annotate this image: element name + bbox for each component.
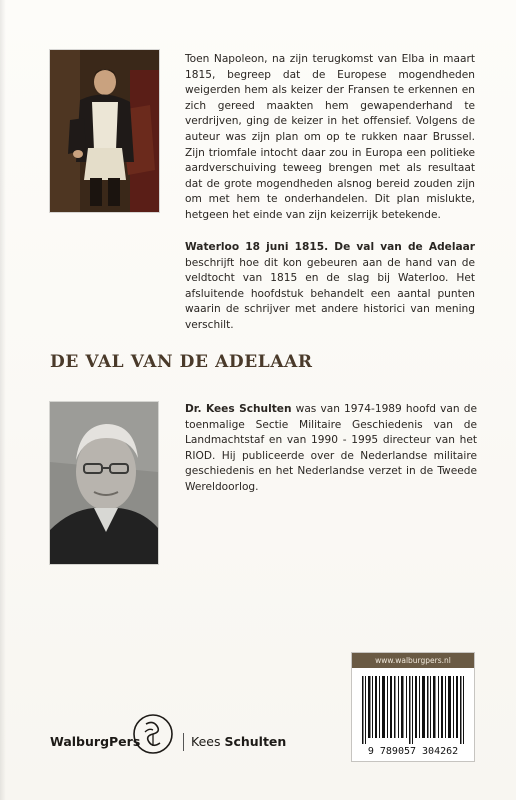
footer-separator	[183, 733, 184, 751]
barcode-bars	[362, 676, 466, 744]
author-name: Dr. Kees Schulten	[185, 403, 292, 415]
isbn-number: 9 789057 304262	[367, 746, 459, 757]
spine-shadow	[0, 0, 6, 800]
footer-author-first: Kees	[191, 734, 221, 749]
book-title: DE VAL VAN DE ADELAAR	[50, 352, 313, 372]
author-photo	[50, 402, 158, 564]
blurb-paragraph-1: Toen Napoleon, na zijn terugkomst van Elba in maart 1815, begreep dat de Europese mogendheden weigerden hem als keizer der Fransen te erkennen en zich gereed maakten hem gewapenderhand te verdrijven, ging de keizer in het offensief. Volgens de auteur was zijn plan om op te rukken naar Brussel. Zijn triomfale intocht daar zou in Europa een politieke aardverschuiving teweeg brengen met als resultaat dat de grote mogendheden alsnog bereid zouden zijn om met hem te onderhandelen. Dit plan mislukte, hetgeen het einde van zijn keizerrijk betekende.	[185, 53, 475, 221]
footer-author-last: Schulten	[224, 734, 287, 749]
blurb-paragraph-2-text: beschrijft hoe dit kon gebeuren aan de hand van de veldtocht van 1815 en de slag bij Waterloo. Het afsluitende hoofdstuk behandelt een aantal punten waarin de schrijver met andere historici van mening verschilt.	[185, 256, 475, 331]
publisher-seal-icon	[131, 712, 175, 756]
napoleon-painting	[50, 50, 159, 212]
publisher-url: www.walburgpers.nl	[352, 653, 474, 668]
barcode-block	[352, 653, 474, 761]
footer-author	[191, 734, 286, 749]
publisher-name: WalburgPers	[50, 734, 141, 749]
author-bio-text: was van 1974-1989 hoofd van de toenmalige Sectie Militaire Geschiedenis van de Landmachtstaf en van 1990 - 1995 directeur van het RIOD. Hij publiceerde over de Nederlandse militaire geschiedenis en het Nederlandse verzet in de Tweede Wereldoorlog.	[185, 403, 477, 493]
book-title-inline: Waterloo 18 juni 1815. De val van de Adelaar	[185, 241, 475, 253]
blurb-paragraph-2	[185, 240, 475, 334]
author-bio	[185, 402, 477, 496]
